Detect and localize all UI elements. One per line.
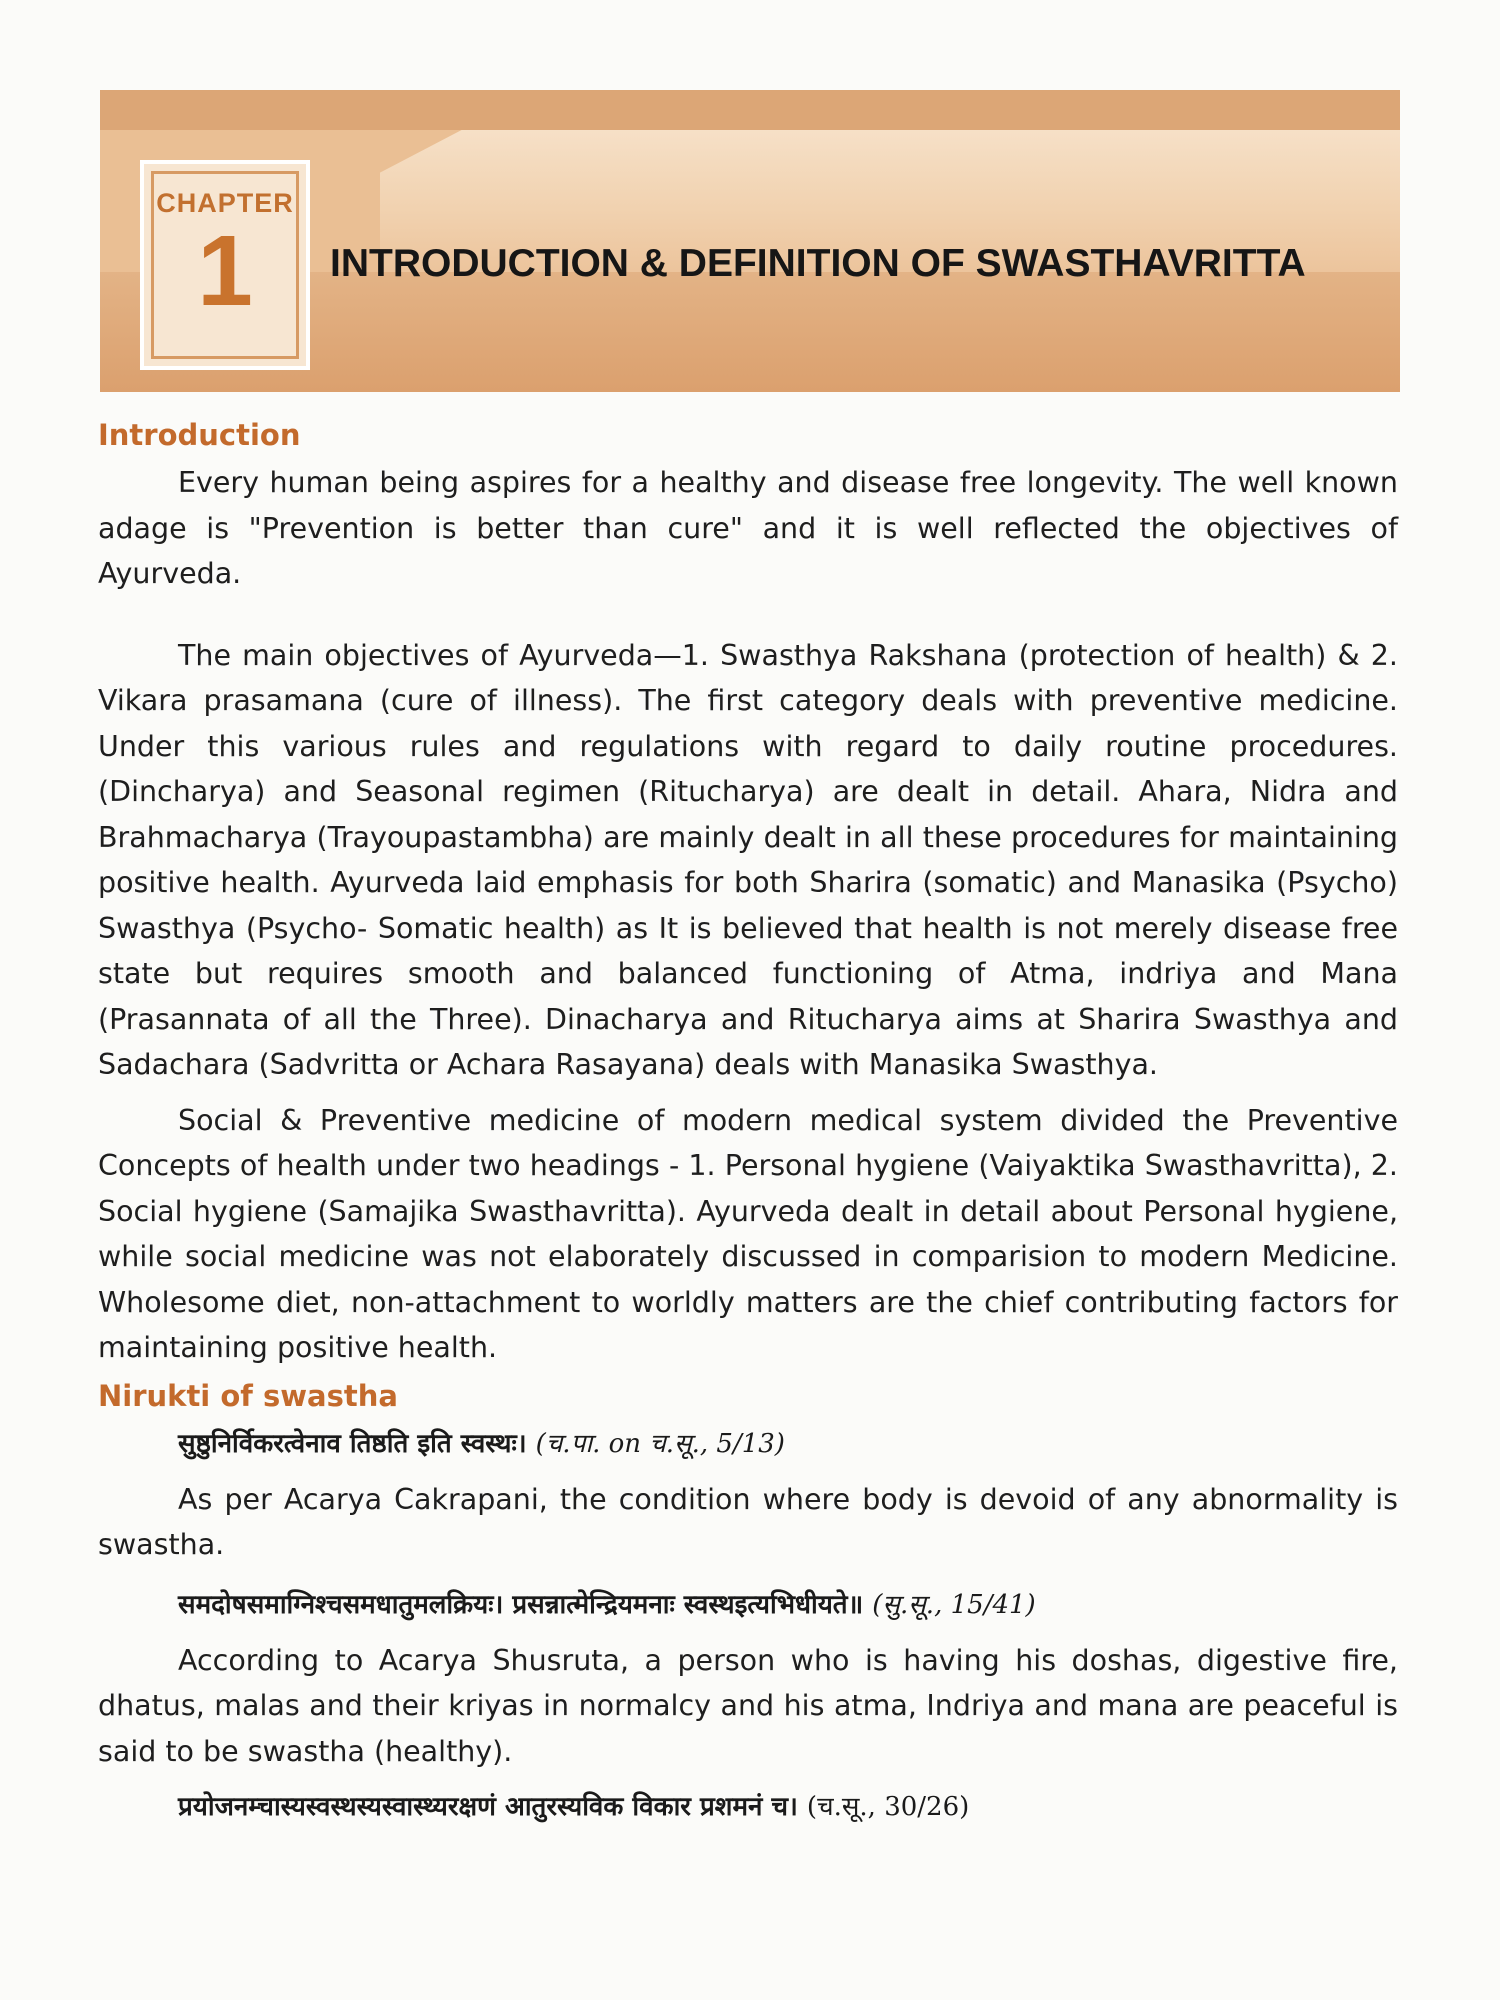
chapter-number: 1 — [197, 215, 253, 327]
verse-reference: (च.पा. on च.सू., 5/13) — [535, 1428, 785, 1459]
sanskrit-verse — [178, 1784, 1398, 1830]
verse-text: प्रयोजनम्चास्यस्वस्थस्यस्वास्थ्यरक्षणं आतुरस्यविक विकार प्रशमनं च। — [178, 1792, 798, 1822]
section-heading-nirukti: Nirukti of swastha — [98, 1378, 398, 1413]
chapter-badge — [140, 160, 310, 370]
chapter-banner — [100, 90, 1400, 392]
sanskrit-verse — [178, 1421, 1398, 1467]
chapter-label: CHAPTER — [156, 188, 294, 218]
verse-reference: (सु.सू., 15/41) — [872, 1589, 1036, 1620]
section-heading-introduction: Introduction — [98, 418, 301, 452]
verse-text: समदोषसमाग्निश्चसमधातुमलक्रियः। प्रसन्नात्मेन्द्रियमनाः स्वस्थइत्यभिधीयते॥ — [178, 1589, 864, 1620]
verse-text: सुष्ठुनिर्विकरत्वेनाव तिष्ठति इति स्वस्थः। — [178, 1428, 527, 1459]
page-content — [98, 418, 1398, 1840]
paragraph: As per Acarya Cakrapani, the condition where body is devoid of any abnormality is swastha. — [98, 1482, 1398, 1561]
banner-top-band — [100, 90, 1400, 130]
verse-reference: (च.सू., 30/26) — [806, 1792, 970, 1822]
paragraph: The main objectives of Ayurveda—1. Swasthya Rakshana (protection of health) & 2. Vikara prasamana (cure of illness). The first category deals with preventive medicine. Under this various rules and regulations with regard to daily routine procedures. (Dincharya) and Seasonal regimen (Ritucharya) are dealt in detail. Ahara, Nidra and Brahmacharya (Trayoupastambha) are mainly dealt in all these procedures for maintaining positive health. Ayurveda laid emphasis for both Sharira (somatic) and Manasika (Psycho) Swasthya (Psycho- Somatic health) as It is believed that health is not merely disease free state but requires smooth and balanced functioning of Atma, indriya and Mana (Prasannata of all the Three). Dinacharya and Ritucharya aims at Sharira Swasthya and Sadachara (Sadvritta or Achara Rasayana) deals with Manasika Swasthya. — [98, 638, 1398, 1081]
chapter-title: INTRODUCTION & DEFINITION OF SWASTHAVRITTA — [330, 242, 1306, 285]
paragraph: Every human being aspires for a healthy and disease free longevity. The well known adage is "Prevention is better than cure" and it is well reflected the objectives of Ayurveda. — [98, 466, 1398, 590]
sanskrit-verse — [178, 1582, 1398, 1628]
paragraph: According to Acarya Shusruta, a person who is having his doshas, digestive fire, dhatus, malas and their kriyas in normalcy and his atma, Indriya and mana are peaceful is said to be swastha (healthy). — [98, 1643, 1398, 1768]
paragraph: Social & Preventive medicine of modern medical system divided the Preventive Concepts of health under two headings - 1. Personal hygiene (Vaiyaktika Swasthavritta), 2. Social hygiene (Samajika Swasthavritta). Ayurveda dealt in detail about Personal hygiene, while social medicine was not elaborately discussed in comparision to modern Medicine. Wholesome diet, non-attachment to worldly matters are the chief contributing factors for maintaining positive health. — [98, 1103, 1398, 1364]
